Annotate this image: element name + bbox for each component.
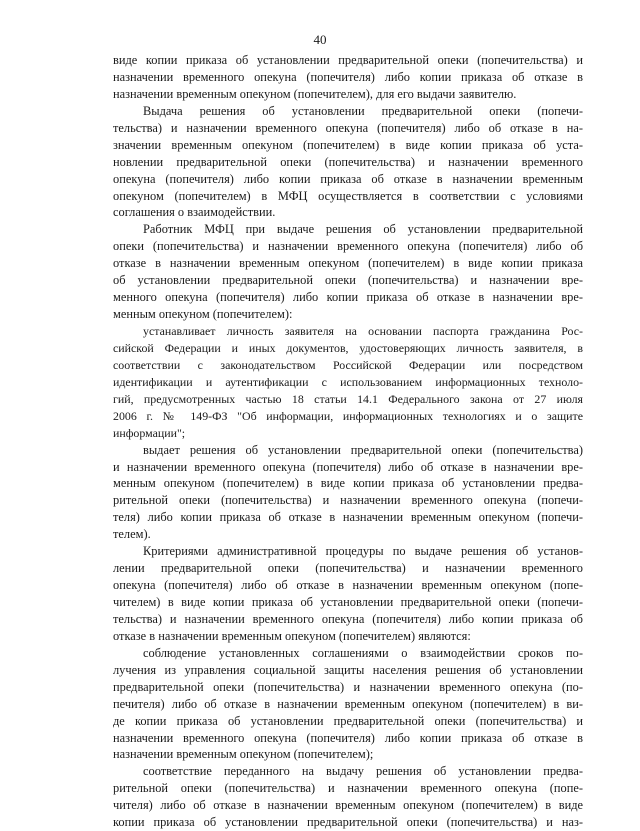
text-line: предварительной опеки (попечительства) и назначении временного опекуна (по- xyxy=(113,679,583,694)
text-line: опекуна (попечителя) либо об отказе в назначении временным опекуном (попе- xyxy=(113,578,583,593)
text-line: теля) либо копии приказа об отказе в назначении временным опекуном (попечи- xyxy=(113,510,583,525)
text-line: значении временным опекуном (попечителем) в виде копии приказа об уста- xyxy=(113,137,583,152)
text-line: чителем) в виде копии приказа об установлении предварительной опеки (попечи- xyxy=(113,595,583,609)
text-line: гий, предусмотренных частью 18 статьи 14.1 Федерального закона от 27 июля xyxy=(113,391,583,406)
text-line: соответствие переданного на выдачу решения об установлении предва- xyxy=(143,764,583,779)
text-line: виде копии приказа об установлении предварительной опеки (попечительства) и xyxy=(113,53,583,67)
text-line: назначении временным опекуном (попечителем), для его выдачи заявителю. xyxy=(113,86,517,101)
text-line: соблюдение установленных соглашениями о взаимодействии сроков по- xyxy=(143,645,583,660)
text-line: рительной опеки (попечительства) и назначении временного опекуна (попечи- xyxy=(113,493,583,508)
document-body xyxy=(113,52,583,831)
text-line: рительной опеки (попечительства) и назначении временного опекуна (попе- xyxy=(113,781,583,796)
text-line: опекуна (попечителя) либо копии приказа об отказе в назначении временным xyxy=(113,171,583,186)
text-line: опекуном (попечителем) в МФЦ осуществляется в соответствии с условиями xyxy=(113,188,583,203)
text-line: копии приказа об установлении предварительной опеки (попечительства) и наз- xyxy=(113,815,583,830)
text-line: опеки (попечительства) и назначении временного опекуна (попечителя) либо об xyxy=(113,239,583,254)
text-line: чителя) либо об отказе в назначении временным опекуном (попечителем) в виде xyxy=(113,798,583,813)
text-line: печителя) либо об отказе в назначении временным опекуном (попечителем) в ви- xyxy=(113,696,583,711)
text-line: информации"; xyxy=(113,425,186,440)
text-line: Критериями административной процедуры по выдаче решения об установ- xyxy=(143,544,583,559)
text-line: телем). xyxy=(113,527,151,542)
text-line: выдает решения об установлении предварительной опеки (попечительства) xyxy=(143,442,583,457)
page-number: 40 xyxy=(313,32,327,47)
text-line: 2006 г. № 149-ФЗ "Об информации, информационных технологиях и о защите xyxy=(113,408,583,423)
text-line: назначении временным опекуном (попечителем); xyxy=(113,747,374,762)
text-line: тельства) и назначении временного опекуна (попечителя) либо копии приказа об xyxy=(113,611,583,626)
text-line: отказе в назначении временным опекуном (попечителем) в виде копии приказа xyxy=(113,256,583,271)
text-line: отказе в назначении временным опекуном (попечителем) являются: xyxy=(113,628,471,643)
text-line: об установлении предварительной опеки (попечительства) и назначении вре- xyxy=(113,273,583,288)
text-line: лучения из управления социальной защиты населения решения об установлении xyxy=(113,662,583,677)
text-line: менным опекуном (попечителем): xyxy=(113,307,293,322)
text-line: идентификации и аутентификации с использованием информационных техноло- xyxy=(113,374,583,389)
text-line: соглашения о взаимодействии. xyxy=(113,205,276,220)
text-line: сийской Федерации и иных документов, удостоверяющих личность заявителя, в xyxy=(113,340,583,355)
text-line: лении предварительной опеки (попечительства) и назначении временного xyxy=(113,561,583,576)
text-line: менного опекуна (попечителя) либо копии приказа об отказе в назначении вре- xyxy=(113,290,583,305)
text-line: де копии приказа об установлении предварительной опеки (попечительства) и xyxy=(113,713,583,728)
text-line: назначении временного опекуна (попечителя) либо копии приказа об отказе в xyxy=(113,730,583,745)
text-line: назначении временного опекуна (попечителя) либо копии приказа об отказе в xyxy=(113,69,583,84)
text-line: новлении предварительной опеки (попечительства) и назначении временного xyxy=(113,154,583,169)
text-line: Выдача решения об установлении предварительной опеки (попечи- xyxy=(143,103,583,118)
text-line: менным опекуном (попечителем) в виде копии приказа об установлении предва- xyxy=(113,476,583,491)
text-line: устанавливает личность заявителя на основании паспорта гражданина Рос- xyxy=(143,324,583,338)
text-line: и назначении временного опекуна (попечителя) либо об отказе в назначении вре- xyxy=(113,459,583,474)
text-line: Работник МФЦ при выдаче решения об установлении предварительной xyxy=(143,222,583,237)
text-line: тельства) и назначении временного опекуна (попечителя) либо об отказе в на- xyxy=(113,120,583,135)
text-line: соответствии с законодательством Российской Федерации или посредством xyxy=(113,357,583,372)
